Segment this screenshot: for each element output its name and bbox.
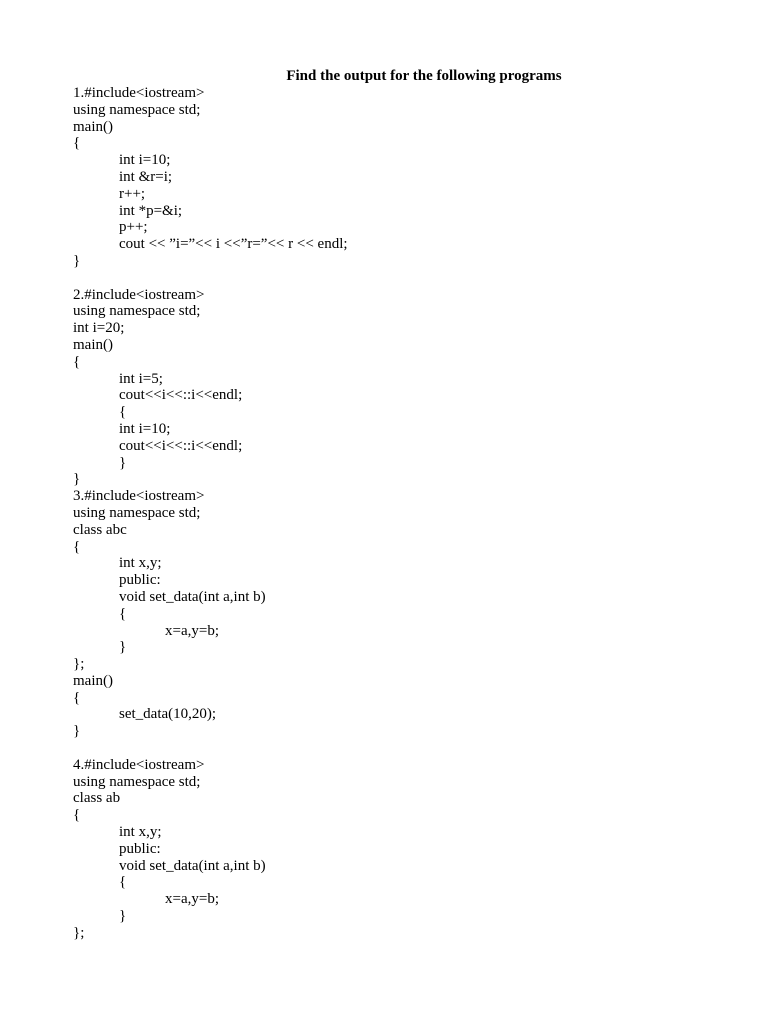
code-line: cout << ”i=”<< i <<”r=”<< r << endl; bbox=[119, 236, 348, 253]
code-line: using namespace std; bbox=[73, 504, 201, 521]
code-line bbox=[73, 270, 723, 287]
code-line: 3.#include<iostream> bbox=[73, 488, 205, 505]
code-line: void set_data(int a,int b) bbox=[119, 588, 266, 605]
code-line: class ab bbox=[73, 790, 121, 807]
code-line: int i=20; bbox=[73, 320, 125, 337]
code-line: } bbox=[73, 252, 81, 269]
code-line: p++; bbox=[119, 219, 148, 236]
code-line: public: bbox=[119, 572, 161, 589]
code-line: using namespace std; bbox=[73, 101, 201, 118]
code-line: cout<<i<<::i<<endl; bbox=[119, 437, 243, 454]
code-line: { bbox=[73, 353, 81, 370]
code-line: }; bbox=[73, 924, 85, 941]
code-line: int i=10; bbox=[119, 420, 171, 437]
code-line: class abc bbox=[73, 521, 127, 538]
document-title: Find the output for the following programs bbox=[286, 68, 562, 84]
code-line: 4.#include<iostream> bbox=[73, 756, 205, 773]
code-line bbox=[73, 740, 723, 757]
code-line: x=a,y=b; bbox=[165, 622, 219, 639]
code-line: } bbox=[73, 471, 81, 488]
code-line: using namespace std; bbox=[73, 303, 201, 320]
code-line: { bbox=[73, 135, 81, 152]
code-line: { bbox=[119, 605, 127, 622]
code-line: using namespace std; bbox=[73, 773, 201, 790]
code-line: { bbox=[73, 689, 81, 706]
code-line: int i=10; bbox=[119, 152, 171, 169]
code-line: void set_data(int a,int b) bbox=[119, 857, 266, 874]
code-line: int *p=&i; bbox=[119, 202, 183, 219]
code-line: }; bbox=[73, 656, 85, 673]
code-line: int &r=i; bbox=[119, 168, 173, 185]
code-line: public: bbox=[119, 840, 161, 857]
code-line: { bbox=[119, 404, 127, 421]
code-line: x=a,y=b; bbox=[165, 891, 219, 908]
code-line: main() bbox=[73, 118, 113, 135]
code-line: } bbox=[119, 639, 127, 656]
code-line: { bbox=[119, 874, 127, 891]
code-listing bbox=[73, 85, 723, 942]
code-line: main() bbox=[73, 336, 113, 353]
code-line: 2.#include<iostream> bbox=[73, 286, 205, 303]
code-line: r++; bbox=[119, 185, 146, 202]
code-line: int x,y; bbox=[119, 555, 162, 572]
code-line: { bbox=[73, 807, 81, 824]
code-line: } bbox=[119, 454, 127, 471]
code-line: 1.#include<iostream> bbox=[73, 85, 205, 101]
code-line: } bbox=[119, 908, 127, 925]
code-line: set_data(10,20); bbox=[119, 706, 217, 723]
code-line: } bbox=[73, 723, 81, 740]
code-line: cout<<i<<::i<<endl; bbox=[119, 387, 243, 404]
code-line: { bbox=[73, 538, 81, 555]
code-line: int x,y; bbox=[119, 824, 162, 841]
code-line: int i=5; bbox=[119, 370, 163, 387]
code-line: main() bbox=[73, 672, 113, 689]
